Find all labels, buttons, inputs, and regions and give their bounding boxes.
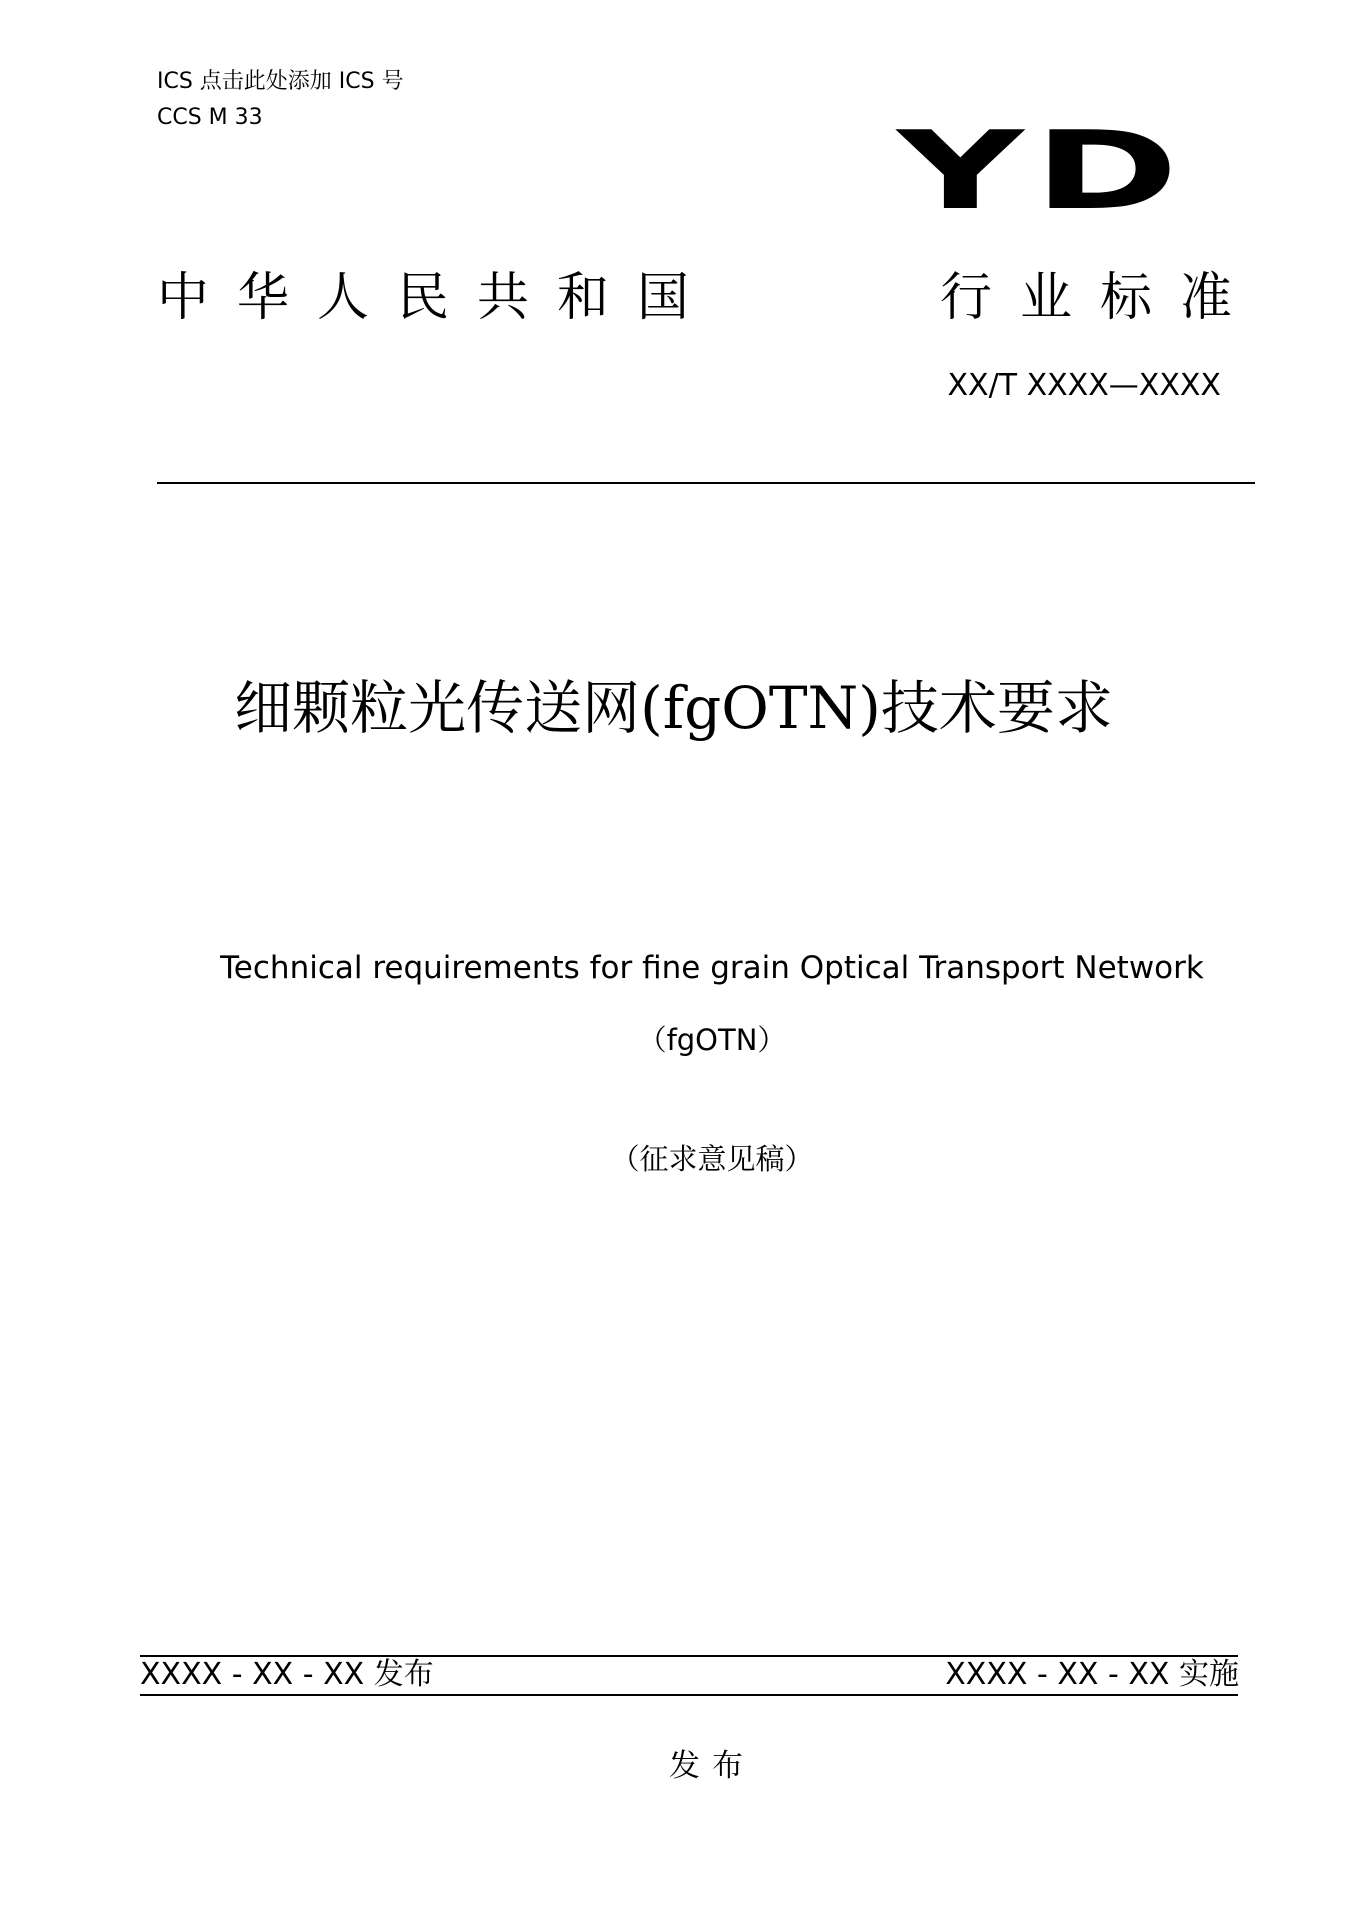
ccs-number: CCS M 33 xyxy=(157,105,263,130)
date-divider-bottom xyxy=(140,1694,1238,1696)
document-title-english: Technical requirements for fine grain Optical Transport Network xyxy=(220,950,1204,986)
country-name: 中华人民共和国 xyxy=(157,268,718,328)
document-title-chinese: 细颗粒光传送网(fgOTN)技术要求 xyxy=(234,674,1113,742)
header-divider xyxy=(157,482,1255,484)
publisher-line: 发布 xyxy=(669,1748,755,1784)
draft-status: （征求意见稿） xyxy=(610,1142,814,1176)
implementation-date: XXXX - XX - XX 实施 xyxy=(945,1657,1239,1692)
ics-number: ICS 点击此处添加 ICS 号 xyxy=(157,69,404,94)
issue-date: XXXX - XX - XX 发布 xyxy=(140,1657,434,1692)
document-title-abbreviation: （fgOTN） xyxy=(637,1023,787,1057)
yd-logo: YD xyxy=(897,109,1189,234)
standard-code: XX/T XXXX—XXXX xyxy=(947,368,1221,403)
standard-type: 行业标准 xyxy=(940,268,1261,328)
